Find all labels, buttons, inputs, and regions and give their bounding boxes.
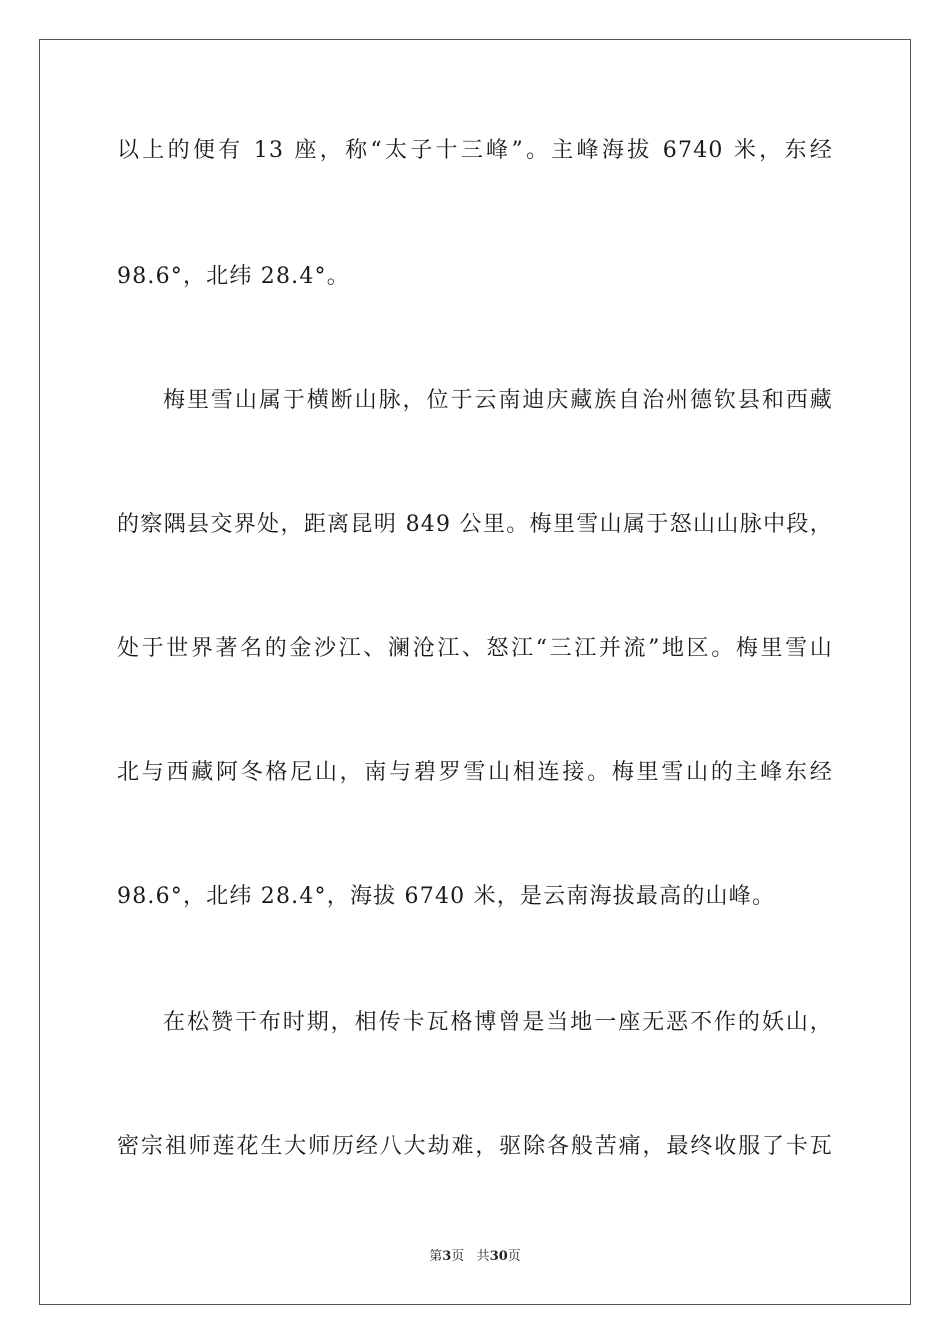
footer-page-suffix: 页 bbox=[451, 1249, 465, 1264]
footer-total-prefix: 共 bbox=[476, 1249, 490, 1264]
text-line-1: 以上的便有 13 座，称“太子十三峰”。主峰海拔 6740 米，东经 bbox=[117, 138, 833, 163]
text-line-2: 98.6°，北纬 28.4°。 bbox=[117, 264, 350, 289]
footer-page-number: 3 bbox=[442, 1249, 452, 1264]
text-line-9: 密宗祖师莲花生大师历经八大劫难，驱除各般苦痛，最终收服了卡瓦 bbox=[117, 1134, 833, 1159]
text-line-4: 的察隅县交界处，距离昆明 849 公里。梅里雪山属于怒山山脉中段， bbox=[117, 512, 833, 537]
page-border bbox=[39, 39, 911, 1305]
text-line-6: 北与西藏阿冬格尼山，南与碧罗雪山相连接。梅里雪山的主峰东经 bbox=[117, 760, 833, 785]
text-line-8: 在松赞干布时期，相传卡瓦格博曾是当地一座无恶不作的妖山， bbox=[163, 1010, 833, 1035]
page-footer bbox=[0, 1248, 950, 1266]
text-line-3: 梅里雪山属于横断山脉，位于云南迪庆藏族自治州德钦县和西藏 bbox=[163, 388, 833, 413]
text-line-7: 98.6°，北纬 28.4°，海拔 6740 米，是云南海拔最高的山峰。 bbox=[117, 884, 776, 909]
footer-total-number: 30 bbox=[489, 1249, 508, 1264]
text-line-5: 处于世界著名的金沙江、澜沧江、怒江“三江并流”地区。梅里雪山 bbox=[117, 636, 833, 661]
footer-total-suffix: 页 bbox=[507, 1249, 521, 1264]
footer-page-prefix: 第 bbox=[429, 1249, 443, 1264]
